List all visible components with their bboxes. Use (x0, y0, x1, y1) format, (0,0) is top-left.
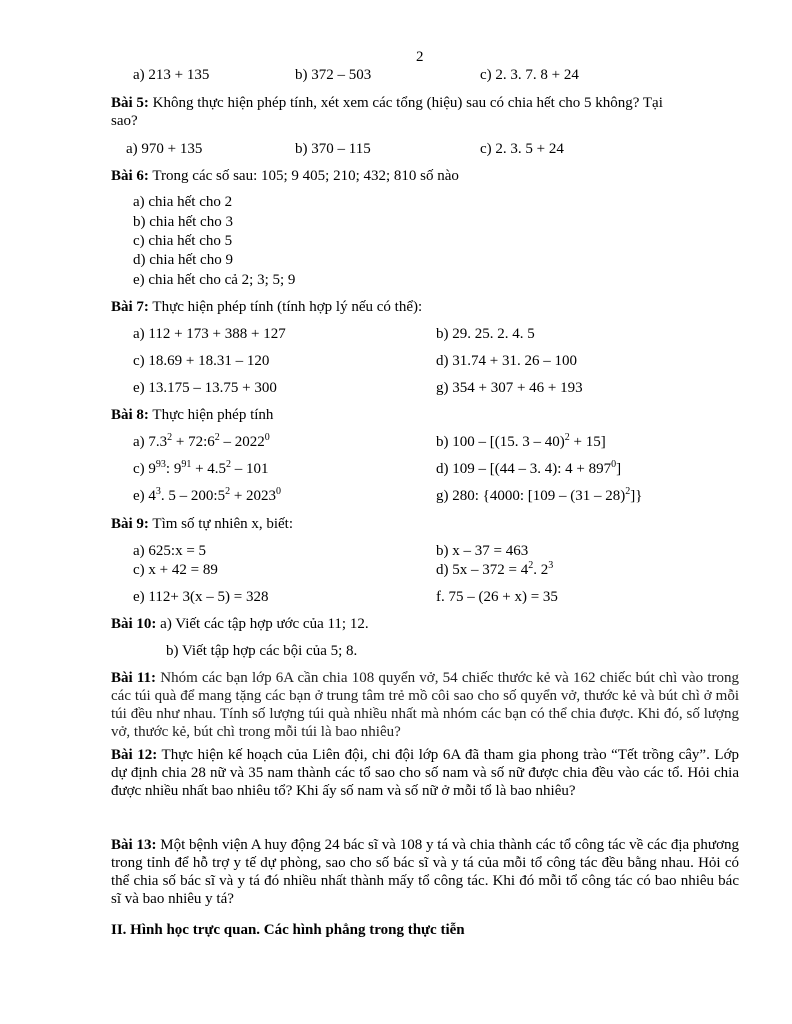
bai8-e-part: e) 4 (133, 488, 156, 504)
bai8-e-part: + 2023 (230, 488, 277, 504)
bai8-a-part: a) 7.3 (133, 434, 168, 450)
bai6-text: Trong các số sau: 105; 9 405; 210; 432; 810 số nào (148, 168, 459, 184)
bai8-d-part: ] (616, 461, 622, 477)
bai8-a-exp: 2 (214, 432, 220, 443)
bai7-text: Thực hiện phép tính (tính hợp lý nếu có thể): (148, 299, 423, 315)
bai8-e-exp: 3 (155, 486, 161, 497)
top-row-b: b) 372 – 503 (295, 67, 372, 83)
bai10-a: a) Viết các tập hợp ước của 11; 12. (156, 616, 369, 632)
bai9-a: a) 625:x = 5 (133, 543, 207, 559)
bai8-a-exp: 0 (264, 432, 270, 443)
bai7-d: d) 31.74 + 31. 26 – 100 (436, 353, 577, 369)
bai9-label: Bài 9: (111, 516, 149, 532)
page-number: 2 (416, 49, 424, 65)
bai8-d-part: d) 109 – [(44 – 3. 4): 4 + 897 (436, 461, 612, 477)
bai8-c-part: c) 9 (133, 461, 156, 477)
bai9-f: f. 75 – (26 + x) = 35 (436, 589, 558, 605)
bai8-e-exp: 0 (276, 486, 282, 497)
bai9-d-exp: 3 (548, 560, 554, 571)
bai6-item-d: d) chia hết cho 9 (133, 252, 233, 268)
bai6-label: Bài 6: (111, 168, 149, 184)
bai12-label: Bài 12: (111, 747, 158, 763)
bai8-c-exp: 2 (226, 459, 232, 470)
bai6-item-a: a) chia hết cho 2 (133, 194, 233, 210)
bai8-c-part: : 9 (165, 461, 182, 477)
bai8-label: Bài 8: (111, 407, 149, 423)
bai10-b: b) Viết tập hợp các bội của 5; 8. (166, 643, 358, 659)
bai8-a-part: – 2022 (219, 434, 265, 450)
bai6-item-b: b) chia hết cho 3 (133, 214, 233, 230)
bai5-a: a) 970 + 135 (126, 141, 203, 157)
bai8-e-exp: 2 (225, 486, 231, 497)
bai5-text-2: sao? (111, 113, 138, 129)
bai6-line (111, 167, 459, 185)
bai11-text: Nhóm các bạn lớp 6A cần chia 108 quyển vở, 54 chiếc thước kẻ và 162 chiếc bút chì vào trong các túi quà để mang tặng các bạn ở trung tâm trẻ mồ côi sao cho số quyển vở, thước kẻ và bút chì ở mỗi túi đều như nhau. Tính số lượng túi quà nhiều nhất mà nhóm các bạn có thể chia được. Khi đó, số lượng vở, thước kẻ, bút chì trong mỗi túi là bao nhiêu? (111, 670, 739, 740)
bai12-text: Thực hiện kế hoạch của Liên đội, chi đội lớp 6A đã tham gia phong trào “Tết trồng cây”. Lớp dự định chia 28 nữ và 35 nam thành các tổ sao cho số nam và số nữ được chia đều vào các tổ. Hỏi chia được nhiều nhất bao nhiêu tổ? Khi ấy số nam và số nữ ở mỗi tổ là bao nhiêu? (111, 747, 739, 799)
bai8-a-exp: 2 (167, 432, 173, 443)
bai8-g-part: ]} (630, 488, 643, 504)
bai9-e: e) 112+ 3(x – 5) = 328 (133, 589, 269, 605)
bai8-c (133, 460, 269, 478)
bai8-c-part: – 101 (231, 461, 269, 477)
bai8-g-part: g) 280: {4000: [109 – (31 – 28) (436, 488, 626, 504)
bai7-c: c) 18.69 + 18.31 – 120 (133, 353, 270, 369)
bai7-line (111, 298, 422, 316)
bai8-g (436, 487, 642, 505)
top-row-a: a) 213 + 135 (133, 67, 210, 83)
bai12-paragraph (111, 746, 739, 800)
bai5-text-1: Không thực hiện phép tính, xét xem các tổng (hiệu) sau có chia hết cho 5 không? Tại (148, 95, 663, 111)
top-row-c: c) 2. 3. 7. 8 + 24 (480, 67, 579, 83)
bai11-paragraph (111, 669, 739, 741)
bai13-label: Bài 13: (111, 837, 157, 853)
bai5-label: Bài 5: (111, 95, 149, 111)
bai7-g: g) 354 + 307 + 46 + 193 (436, 380, 583, 396)
bai8-e (133, 487, 281, 505)
bai5-c: c) 2. 3. 5 + 24 (480, 141, 564, 157)
bai8-g-exp: 2 (625, 486, 631, 497)
bai9-d-part: d) 5x – 372 = 4 (436, 562, 529, 578)
bai13-paragraph (111, 836, 739, 908)
bai7-label: Bài 7: (111, 299, 149, 315)
bai8-c-exp: 91 (181, 459, 192, 470)
bai8-b-part: b) 100 – [(15. 3 – 40) (436, 434, 565, 450)
bai9-d (436, 561, 553, 579)
bai9-d-part: . 2 (533, 562, 549, 578)
bai8-text: Thực hiện phép tính (148, 407, 274, 423)
bai9-line (111, 515, 293, 533)
bai8-d-exp: 0 (611, 459, 617, 470)
bai5-line1 (111, 94, 663, 112)
bai8-line (111, 406, 273, 424)
bai10-line (111, 615, 369, 633)
bai6-item-e: e) chia hết cho cả 2; 3; 5; 9 (133, 272, 296, 288)
bai5-b: b) 370 – 115 (295, 141, 371, 157)
bai9-d-exp: 2 (528, 560, 534, 571)
bai8-c-part: + 4.5 (191, 461, 227, 477)
bai10-label: Bài 10: (111, 616, 157, 632)
bai7-b: b) 29. 25. 2. 4. 5 (436, 326, 535, 342)
bai8-b-exp: 2 (564, 432, 570, 443)
bai9-text: Tìm số tự nhiên x, biết: (148, 516, 294, 532)
bai8-d (436, 460, 621, 478)
bai8-c-exp: 93 (155, 459, 166, 470)
bai9-c: c) x + 42 = 89 (133, 562, 218, 578)
bai8-b (436, 433, 606, 451)
bai7-a: a) 112 + 173 + 388 + 127 (133, 326, 286, 342)
bai7-e: e) 13.175 – 13.75 + 300 (133, 380, 277, 396)
bai8-b-part: + 15] (569, 434, 606, 450)
bai9-b: b) x – 37 = 463 (436, 543, 529, 559)
bai8-a (133, 433, 270, 451)
bai11-label: Bài 11: (111, 670, 157, 686)
bai13-text: Một bệnh viện A huy động 24 bác sĩ và 108 y tá và chia thành các tổ công tác về các địa phương trong tỉnh để hỗ trợ y tế dự phòng, sao cho số bác sĩ và y tá của mỗi tổ công tác đều bằng nhau. Hỏi có thể chia số bác sĩ và y tá đó nhiều nhất thành mấy tổ công tác. Khi đó mỗi tổ công tác có bao nhiêu bác sĩ và bao nhiêu y tá? (111, 837, 739, 907)
bai8-e-part: . 5 – 200:5 (160, 488, 226, 504)
section-heading: II. Hình học trực quan. Các hình phẳng trong thực tiễn (111, 922, 465, 938)
bai8-a-part: + 72:6 (172, 434, 215, 450)
bai6-item-c: c) chia hết cho 5 (133, 233, 233, 249)
